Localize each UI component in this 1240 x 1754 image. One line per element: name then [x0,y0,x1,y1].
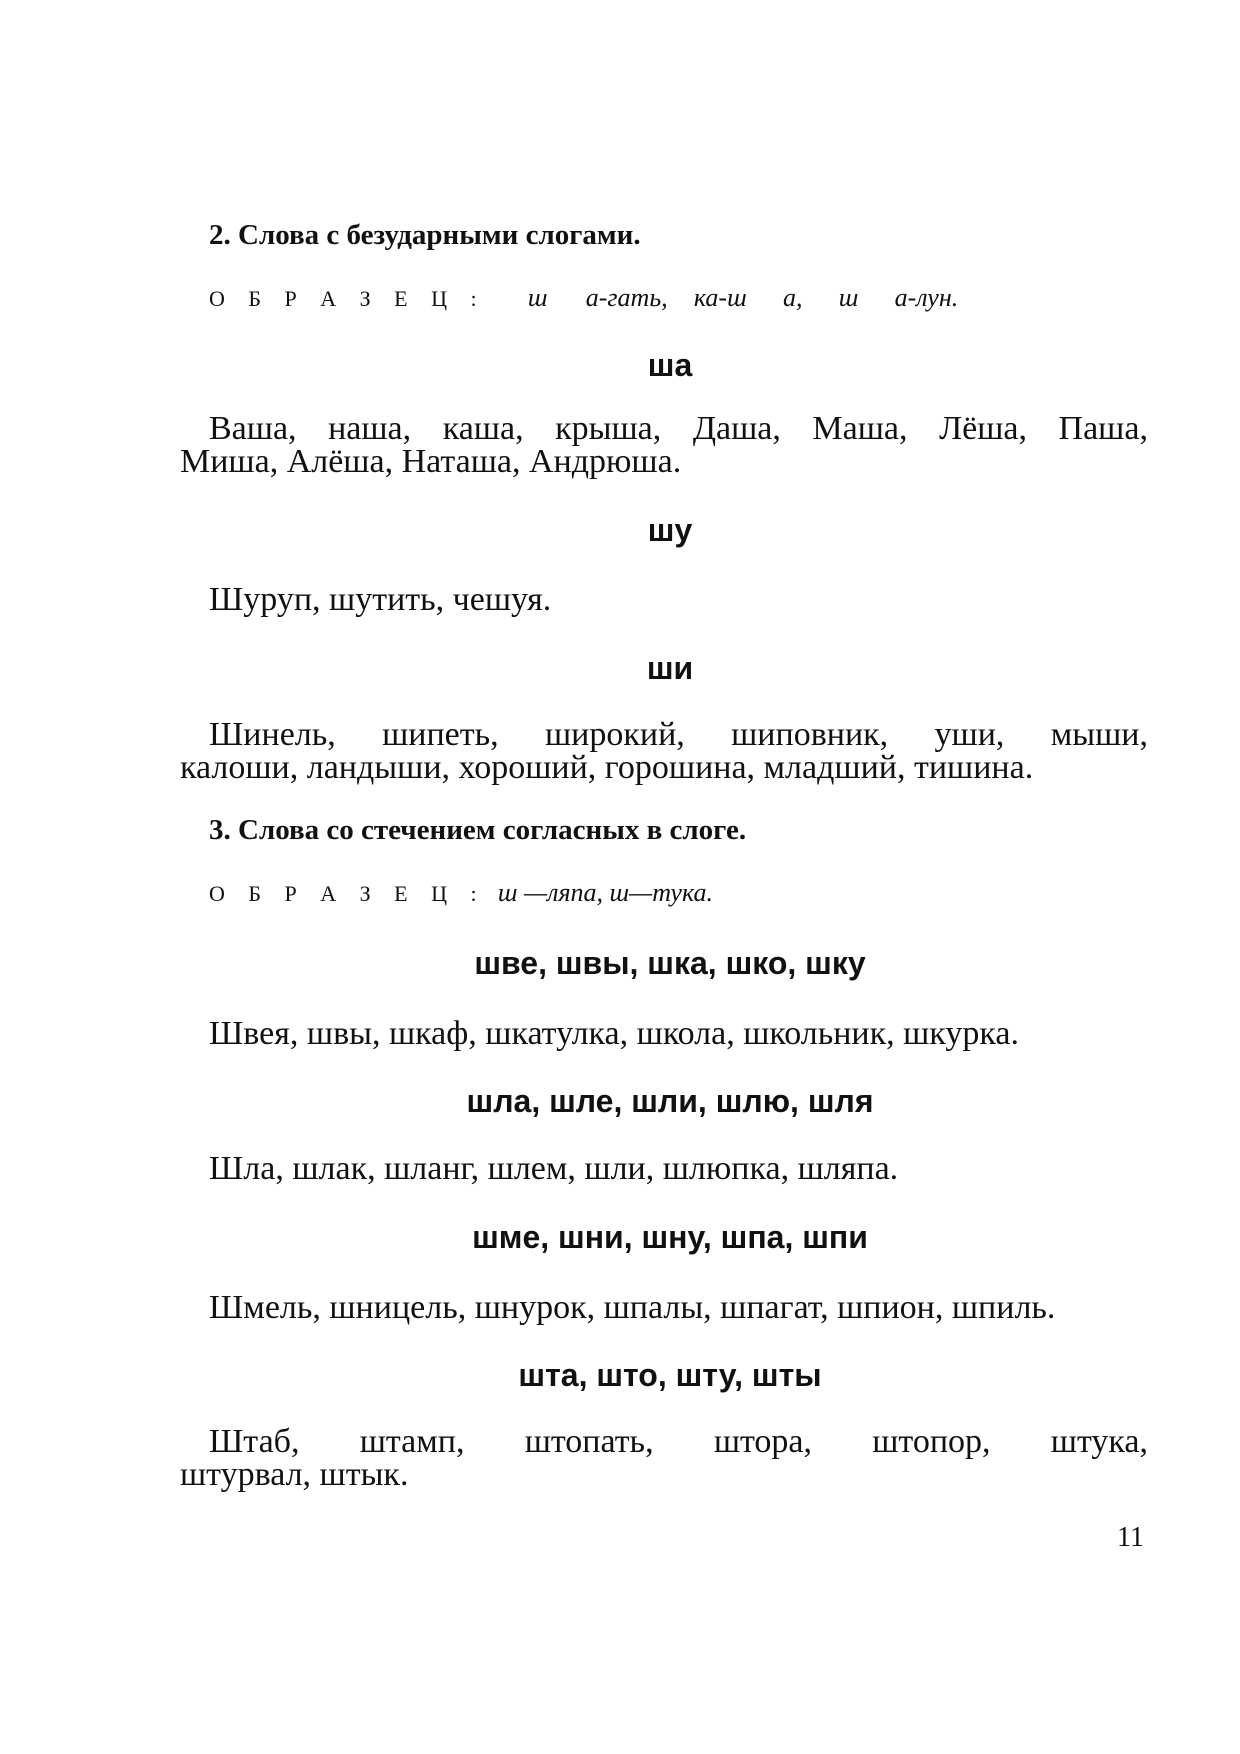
section-2-heading: 2. Слова с безударными слогами. [209,219,641,251]
word: шиповник, [731,716,889,753]
word: штора, [713,1423,812,1460]
word: Шинель, [209,716,336,753]
sample-label: О Б Р А З Е Ц : [209,286,486,311]
word: штука, [1050,1423,1148,1460]
text-line: Шуруп, шутить, чешуя. [209,581,552,618]
section-3-heading: 3. Слова со стечением согласных в слоге. [209,814,747,846]
word: широкий, [544,716,685,753]
sample-word: а, [782,283,803,312]
syllable-heading: шта, што, шту, шты [518,1357,822,1393]
word: штопать, [524,1423,654,1460]
syllable-heading: ши [646,650,694,686]
word: Штаб, [209,1423,300,1460]
sample-line-3 [209,878,713,908]
word: Даша, [692,410,781,447]
word: крыша, [555,410,662,447]
sample-word: а-лун. [894,283,959,312]
word: каша, [442,410,524,447]
syllable-heading: шу [647,512,693,548]
word: мыши, [1050,716,1148,753]
text-line: Шмель, шницель, шнурок, шпалы, шпагат, шпион, шпиль. [209,1289,1056,1326]
word: наша, [328,410,412,447]
sample-word: ка-ш [693,283,747,312]
page-number: 11 [1117,1522,1144,1553]
word: Ваша, [209,410,297,447]
word: Паша, [1058,410,1148,447]
word: штопор, [872,1423,991,1460]
word: уши, [934,716,1005,753]
syllable-heading: шме, шни, шну, шпа, шпи [472,1219,868,1255]
sample-word: ш [527,283,548,312]
word: шипеть, [382,716,499,753]
text-line: Швея, швы, шкаф, шкатулка, школа, школьник, шкурка. [209,1015,1019,1052]
syllable-heading: шве, швы, шка, шко, шку [474,945,866,981]
sample-label: О Б Р А З Е Ц : [209,881,486,906]
sample-words: ш —ляпа, ш—тука. [497,878,713,907]
sample-word: а-гать, [585,283,668,312]
text-line: калоши, ландыши, хороший, горошина, младший, тишина. [180,749,1034,786]
word: Маша, [812,410,908,447]
syllable-heading: ша [647,347,693,383]
text-line: штурвал, штык. [180,1456,409,1493]
syllable-heading: шла, шле, шли, шлю, шля [466,1083,874,1119]
sample-line-2 [209,283,958,313]
sample-word: ш [838,283,859,312]
word: Лёша, [939,410,1027,447]
word: штамп, [359,1423,465,1460]
text-line: Миша, Алёша, Наташа, Андрюша. [180,443,682,480]
text-line: Шла, шлак, шланг, шлем, шли, шлюпка, шляпа. [209,1150,899,1187]
